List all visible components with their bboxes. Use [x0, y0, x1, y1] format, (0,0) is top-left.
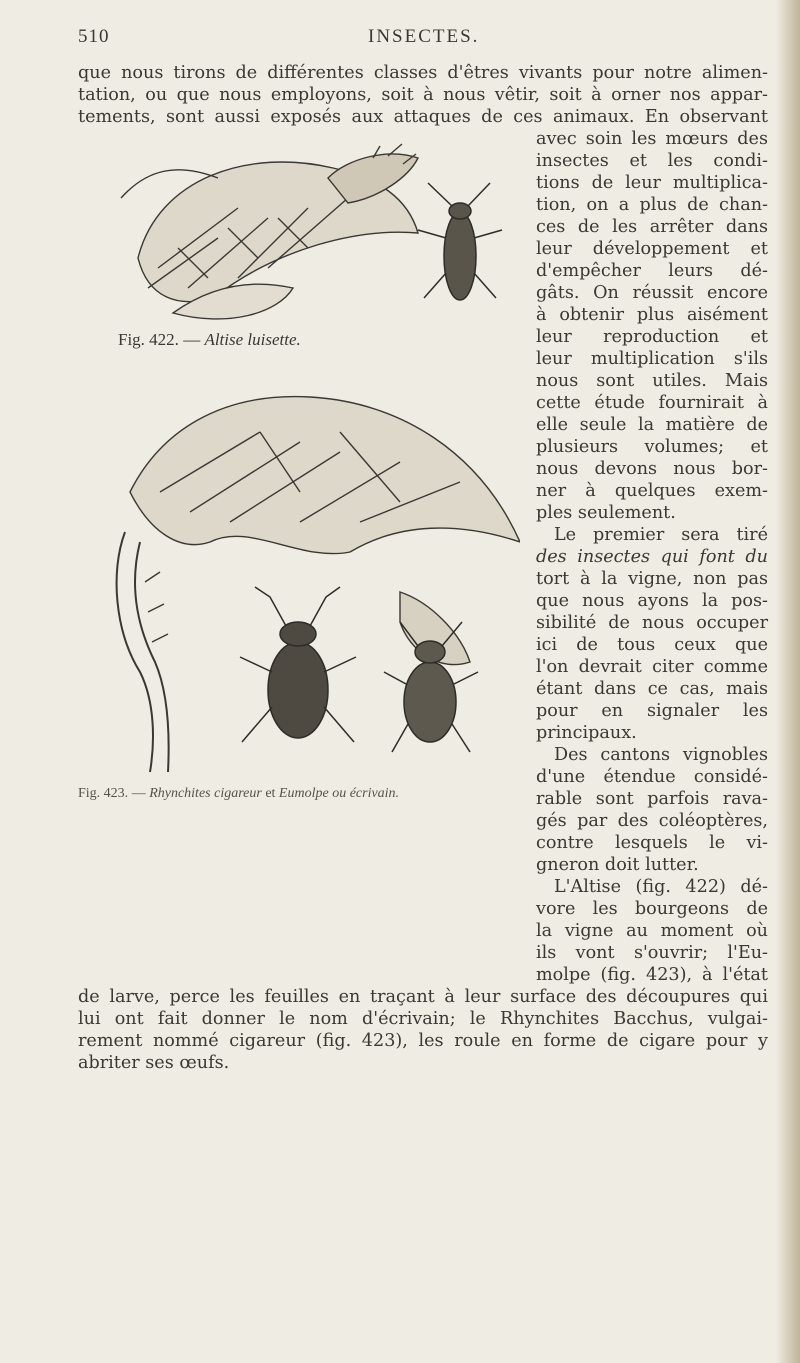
text-line: elle seule la matière de [536, 415, 768, 435]
text-line: ples seulement. [536, 503, 676, 523]
text-line: rement nommé cigareur (fig. 423), les roule en forme de cigare pour y [78, 1031, 768, 1051]
text-line: leur reproduction et [536, 327, 768, 347]
text-line: molpe (fig. 423), à l'état [536, 965, 768, 985]
page-edge-shadow [776, 0, 800, 1363]
text-line: la vigne au moment où [536, 921, 768, 941]
text-line: lui ont fait donner le nom d'écrivain; le Rhynchites Bacchus, vulgai- [78, 1009, 768, 1029]
text-line: à obtenir plus aisément [536, 305, 768, 325]
figure-species-name: Rhynchites cigareur [149, 786, 262, 801]
text-line: des insectes qui font du [536, 547, 768, 567]
text-line: gneron doit lutter. [536, 855, 699, 875]
text-line: gés par des coléoptères, [536, 811, 768, 831]
text-line: nous sont utiles. Mais [536, 371, 768, 391]
closing-paragraph [78, 986, 768, 1074]
text-line: de larve, perce les feuilles en traçant à leur surface des découpures qui [78, 987, 768, 1007]
figure-423-illustration [100, 372, 520, 777]
figure-423-caption [78, 786, 399, 802]
text-line: tion, on a plus de chan- [536, 195, 768, 215]
intro-paragraph [78, 62, 768, 128]
text-line: abriter ses œufs. [78, 1053, 230, 1073]
text-line: tation, ou que nous employons, soit à nous vêtir, soit à orner nos appar- [78, 85, 768, 105]
text-line: gâts. On réussit encore [536, 283, 768, 303]
text-line: nous devons nous bor- [536, 459, 768, 479]
text-line: ner à quelques exem- [536, 481, 768, 501]
figure-422-illustration [118, 138, 528, 333]
text-line: ces de les arrêter dans [536, 217, 768, 237]
text-line: contre lesquels le vi- [536, 833, 768, 853]
text-line: sibilité de nous occuper [536, 613, 768, 633]
text-line: l'on devrait citer comme [536, 657, 768, 677]
text-line: ils vont s'ouvrir; l'Eu- [536, 943, 768, 963]
text-line: leur développement et [536, 239, 768, 259]
figure-species-name: Altise luisette. [204, 330, 301, 349]
text-line: rable sont parfois rava- [536, 789, 768, 809]
page-number: 510 [78, 26, 110, 47]
text-line: vore les bourgeons de [536, 899, 768, 919]
running-title: INSECTES. [368, 26, 480, 47]
text-line: d'une étendue considé- [536, 767, 768, 787]
text-line: avec soin les mœurs des [536, 129, 768, 149]
text-line: pour en signaler les [536, 701, 768, 721]
text-line: plusieurs volumes; et [536, 437, 768, 457]
text-line: d'empêcher leurs dé- [536, 261, 768, 281]
caption-dash: — [131, 786, 146, 801]
text-line: tort à la vigne, non pas [536, 569, 768, 589]
right-column-text [536, 128, 768, 986]
text-line: Des cantons vignobles [554, 745, 768, 765]
text-line: que nous ayons la pos- [536, 591, 768, 611]
figure-label: Fig. 422. [118, 330, 179, 349]
figure-label: Fig. 423. [78, 786, 129, 801]
text-line: insectes et les condi- [536, 151, 768, 171]
figure-species-name: Eumolpe ou écrivain. [278, 786, 400, 801]
caption-dash: — [183, 330, 201, 349]
caption-conjunction: et [265, 786, 276, 801]
text-line: Le premier sera tiré [554, 525, 768, 545]
text-line: ici de tous ceux que [536, 635, 768, 655]
text-line: tions de leur multiplica- [536, 173, 768, 193]
text-line: que nous tirons de différentes classes d'êtres vivants pour notre alimen- [78, 63, 768, 83]
text-line: leur multiplication s'ils [536, 349, 768, 369]
text-line: étant dans ce cas, mais [536, 679, 768, 699]
text-line: L'Altise (fig. 422) dé- [554, 877, 768, 897]
figure-422-caption [118, 330, 301, 350]
page-header [78, 26, 778, 52]
text-line: tements, sont aussi exposés aux attaques de ces animaux. En observant [78, 107, 768, 127]
text-line: principaux. [536, 723, 637, 743]
text-line: cette étude fournirait à [536, 393, 768, 413]
